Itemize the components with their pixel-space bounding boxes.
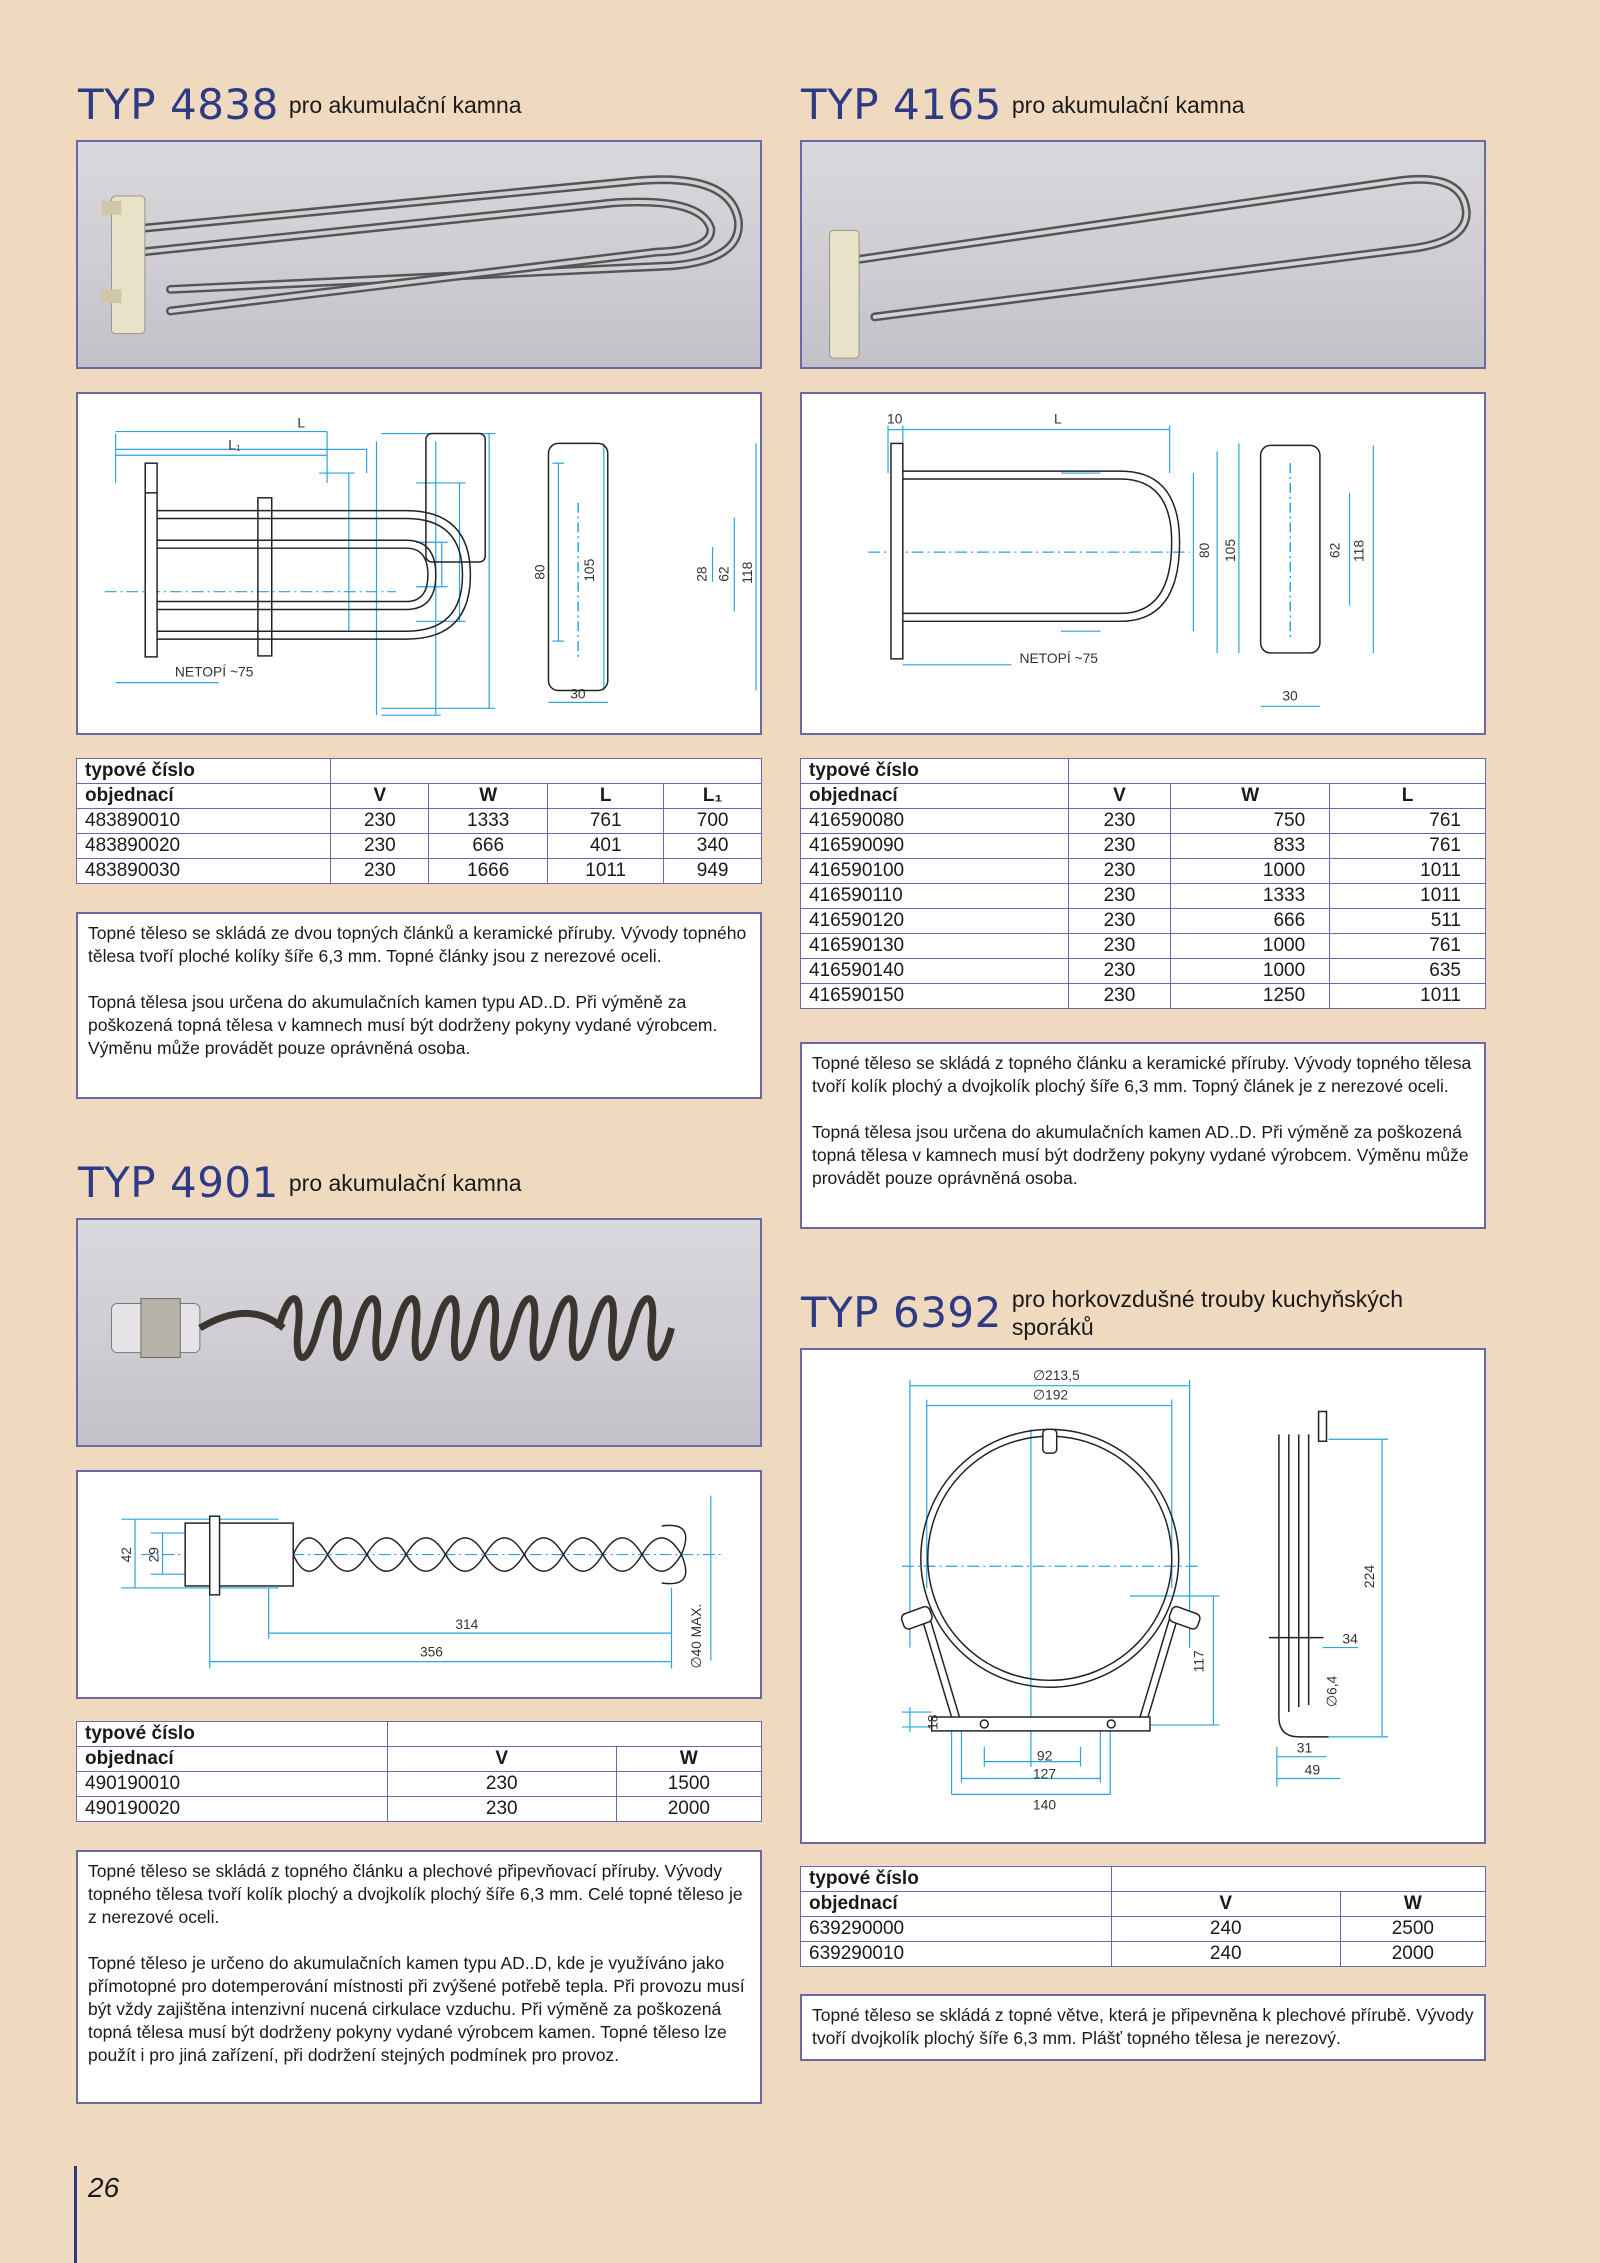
dim-30: 30 [1282, 687, 1298, 704]
header-order: objednací [801, 1892, 1112, 1917]
header-order-number: typové číslo [77, 1722, 388, 1747]
col-W: W [1171, 784, 1330, 809]
typ-4165-table [800, 758, 1486, 1009]
dim-28: 28 [693, 566, 710, 582]
typ-4838-heading [78, 80, 522, 129]
col-W: W [429, 784, 548, 809]
cell: 833 [1171, 834, 1330, 859]
cell: 1250 [1171, 984, 1330, 1009]
cell: 1500 [616, 1772, 761, 1797]
header-order: objednací [801, 784, 1069, 809]
dim-netopi: NETOPÍ ~75 [174, 663, 254, 680]
header-order-number: typové číslo [801, 759, 1069, 784]
dim-L: L [297, 414, 306, 431]
cell: 700 [664, 809, 762, 834]
table-row [77, 834, 762, 859]
col-V: V [1111, 1892, 1340, 1917]
cell: 1011 [1330, 884, 1486, 909]
cell: 639290000 [801, 1917, 1112, 1942]
col-V: V [331, 784, 429, 809]
col-L: L [1330, 784, 1486, 809]
heating-element-photo-icon [78, 142, 760, 367]
table-row [801, 1917, 1486, 1942]
dim-42: 42 [119, 1547, 135, 1563]
table-row [801, 1942, 1486, 1967]
cell: 240 [1111, 1942, 1340, 1967]
typ-4901-drawing [76, 1470, 762, 1699]
typ-4165-drawing [800, 392, 1486, 735]
coil-element-photo-icon [78, 1220, 760, 1445]
cell: 240 [1111, 1917, 1340, 1942]
description-paragraph: Topné těleso se skládá ze dvou topných článků a keramické příruby. Vývody topného tělesa tvoří ploché kolíky šíře 6,3 mm. Topné články jsou z nerezové oceli. [88, 923, 747, 966]
table-row [801, 934, 1486, 959]
cell: 230 [1068, 859, 1171, 884]
cell: 1000 [1171, 859, 1330, 884]
dim-6-4: ∅6,4 [1323, 1675, 1340, 1708]
cell: 230 [1068, 984, 1171, 1009]
typ-6392-table [800, 1866, 1486, 1967]
cell: 1011 [548, 859, 664, 884]
col-W: W [616, 1747, 761, 1772]
col-L: L [548, 784, 664, 809]
col-W: W [1340, 1892, 1485, 1917]
typ-4165-description [800, 1042, 1486, 1229]
cell: 490190010 [77, 1772, 388, 1797]
table-row [77, 859, 762, 884]
dim-192: ∅192 [1032, 1386, 1069, 1403]
header-order-number: typové číslo [801, 1867, 1112, 1892]
typ-4901-title: TYP 4901 [78, 1158, 279, 1207]
table-row [801, 984, 1486, 1009]
typ-4165-photo [800, 140, 1486, 369]
dim-118: 118 [1350, 539, 1367, 563]
dim-30: 30 [570, 685, 586, 702]
dim-40-max: ∅40 MAX. [688, 1603, 704, 1669]
typ-4901-description [76, 1850, 762, 2104]
table-row [77, 809, 762, 834]
cell: 230 [331, 834, 429, 859]
dim-62: 62 [1326, 542, 1343, 559]
cell: 2000 [1340, 1942, 1485, 1967]
typ-4838-drawing [76, 392, 762, 735]
cell: 230 [331, 859, 429, 884]
typ-6392-title: TYP 6392 [801, 1288, 1002, 1337]
dim-92: 92 [1036, 1747, 1053, 1764]
cell: 1011 [1330, 984, 1486, 1009]
dim-29: 29 [146, 1547, 162, 1563]
col-L1: L₁ [664, 784, 762, 809]
cell: 750 [1171, 809, 1330, 834]
dim-31: 31 [1296, 1739, 1313, 1756]
cell: 490190020 [77, 1797, 388, 1822]
cell: 230 [1068, 884, 1171, 909]
typ-4838-photo [76, 140, 762, 369]
dim-105: 105 [1221, 538, 1238, 563]
cell: 1011 [1330, 859, 1486, 884]
table-row [801, 834, 1486, 859]
cell: 483890010 [77, 809, 331, 834]
cell: 230 [387, 1772, 616, 1797]
dim-105: 105 [580, 558, 597, 582]
typ-4901-subtitle: pro akumulační kamna [288, 1170, 522, 1196]
table-row [801, 859, 1486, 884]
typ-4165-heading [801, 80, 1245, 129]
cell: 416590140 [801, 959, 1069, 984]
description-paragraph: Topné těleso se skládá z topného článku a keramické příruby. Vývody topného tělesa tvoří kolík plochý a dvojkolík plochý šíře 6,3 mm. Topný článek je z nerezové oceli. [812, 1053, 1472, 1096]
dim-224: 224 [1361, 1564, 1378, 1589]
description-paragraph: Topná tělesa jsou určena do akumulačních kamen typu AD..D. Při výměně za poškozená topná tělesa v kamnech musí být dodrženy pokyny vydané výrobcem. Výměnu může provádět pouze oprávněná osoba. [88, 992, 718, 1058]
cell: 761 [548, 809, 664, 834]
cell: 2000 [616, 1797, 761, 1822]
cell: 416590120 [801, 909, 1069, 934]
cell: 761 [1330, 809, 1486, 834]
cell: 1000 [1171, 959, 1330, 984]
table-row [801, 959, 1486, 984]
typ-4838-description [76, 912, 762, 1099]
typ-4165-title: TYP 4165 [801, 80, 1002, 129]
cell: 401 [548, 834, 664, 859]
typ-4165-subtitle: pro akumulační kamna [1011, 92, 1245, 118]
typ-4838-title: TYP 4838 [78, 80, 279, 129]
cell: 639290010 [801, 1942, 1112, 1967]
typ-6392-subtitle: pro horkovzdušné trouby kuchyňských sporáků [1011, 1286, 1404, 1340]
table-row [801, 884, 1486, 909]
cell: 1000 [1171, 934, 1330, 959]
dim-62: 62 [715, 566, 732, 582]
cell: 340 [664, 834, 762, 859]
table-row [801, 909, 1486, 934]
dim-127: 127 [1032, 1765, 1057, 1782]
typ-6392-drawing [800, 1348, 1486, 1844]
dim-118: 118 [739, 561, 756, 584]
dim-L1: L₁ [228, 436, 241, 453]
cell: 1333 [429, 809, 548, 834]
description-paragraph: Topné těleso se skládá z topné větve, která je připevněna k plechové přírubě. Vývody tvoří dvojkolík plochý šíře 6,3 mm. Plášť topného tělesa je nerezový. [812, 2005, 1474, 2048]
cell: 511 [1330, 909, 1486, 934]
dim-314: 314 [455, 1617, 479, 1633]
page-rule [74, 2166, 77, 2263]
cell: 416590100 [801, 859, 1069, 884]
dim-80: 80 [1196, 542, 1213, 559]
cell: 761 [1330, 834, 1486, 859]
cell: 483890020 [77, 834, 331, 859]
cell: 666 [1171, 909, 1330, 934]
cell: 416590110 [801, 884, 1069, 909]
cell: 230 [1068, 959, 1171, 984]
description-paragraph: Topné těleso se skládá z topného článku a plechové připevňovací příruby. Vývody topného tělesa tvoří kolík plochý a dvojkolík plochý šíře 6,3 mm. Celé topné těleso je z nerezové oceli. [88, 1861, 743, 1927]
cell: 949 [664, 859, 762, 884]
typ-4901-photo [76, 1218, 762, 1447]
dim-18: 18 [924, 1714, 941, 1730]
cell: 483890030 [77, 859, 331, 884]
cell: 230 [1068, 934, 1171, 959]
col-V: V [1068, 784, 1171, 809]
dim-80: 80 [531, 564, 548, 580]
cell: 1666 [429, 859, 548, 884]
description-paragraph: Topná tělesa jsou určena do akumulačních kamen AD..D. Při výměně za poškozená topná tělesa v kamnech musí být dodrženy pokyny vydané výrobcem. Výměnu může provádět pouze oprávněná osoba. [812, 1122, 1469, 1188]
description-paragraph: Topné těleso je určeno do akumulačních kamen typu AD..D, kde je využíváno jako přímotopné pro dotemperování místnosti při zvýšené potřebě tepla. Při provozu musí být vždy zajištěna intenzivní nucená cirkulace vzduchu. Při výměně za poškozená topná tělesa musí být dodrženy pokyny vydané výrobcem kamen. Topné těleso lze použít i pro jiná zařízení, při dodržení stejných podmínek pro provoz. [88, 1953, 745, 2065]
cell: 230 [1068, 834, 1171, 859]
typ-4901-heading [78, 1158, 522, 1207]
cell: 2500 [1340, 1917, 1485, 1942]
col-V: V [387, 1747, 616, 1772]
cell: 635 [1330, 959, 1486, 984]
typ-4838-subtitle: pro akumulační kamna [288, 92, 522, 118]
dim-L: L [1054, 410, 1062, 427]
table-row [77, 1797, 762, 1822]
cell: 230 [331, 809, 429, 834]
cell: 666 [429, 834, 548, 859]
table-row [801, 809, 1486, 834]
cell: 230 [1068, 809, 1171, 834]
heating-element-photo-icon [802, 142, 1484, 367]
typ-6392-description [800, 1994, 1486, 2061]
cell: 1333 [1171, 884, 1330, 909]
typ-4838-table [76, 758, 762, 884]
dim-356: 356 [419, 1644, 443, 1660]
cell: 761 [1330, 934, 1486, 959]
dim-10: 10 [887, 410, 903, 427]
cell: 416590150 [801, 984, 1069, 1009]
header-order: objednací [77, 784, 331, 809]
cell: 416590080 [801, 809, 1069, 834]
cell: 230 [387, 1797, 616, 1822]
dim-netopi: NETOPÍ ~75 [1019, 649, 1098, 666]
cell: 230 [1068, 909, 1171, 934]
header-order-number: typové číslo [77, 759, 331, 784]
page-number: 26 [88, 2172, 120, 2203]
typ-6392-heading [801, 1286, 1452, 1341]
typ-4901-table [76, 1721, 762, 1822]
dim-140: 140 [1032, 1796, 1057, 1813]
dim-117: 117 [1190, 1650, 1207, 1673]
header-order: objednací [77, 1747, 388, 1772]
dim-213-5: ∅213,5 [1032, 1366, 1080, 1383]
table-row [77, 1772, 762, 1797]
dim-49: 49 [1304, 1761, 1321, 1778]
cell: 416590090 [801, 834, 1069, 859]
dim-34: 34 [1342, 1630, 1358, 1647]
cell: 416590130 [801, 934, 1069, 959]
